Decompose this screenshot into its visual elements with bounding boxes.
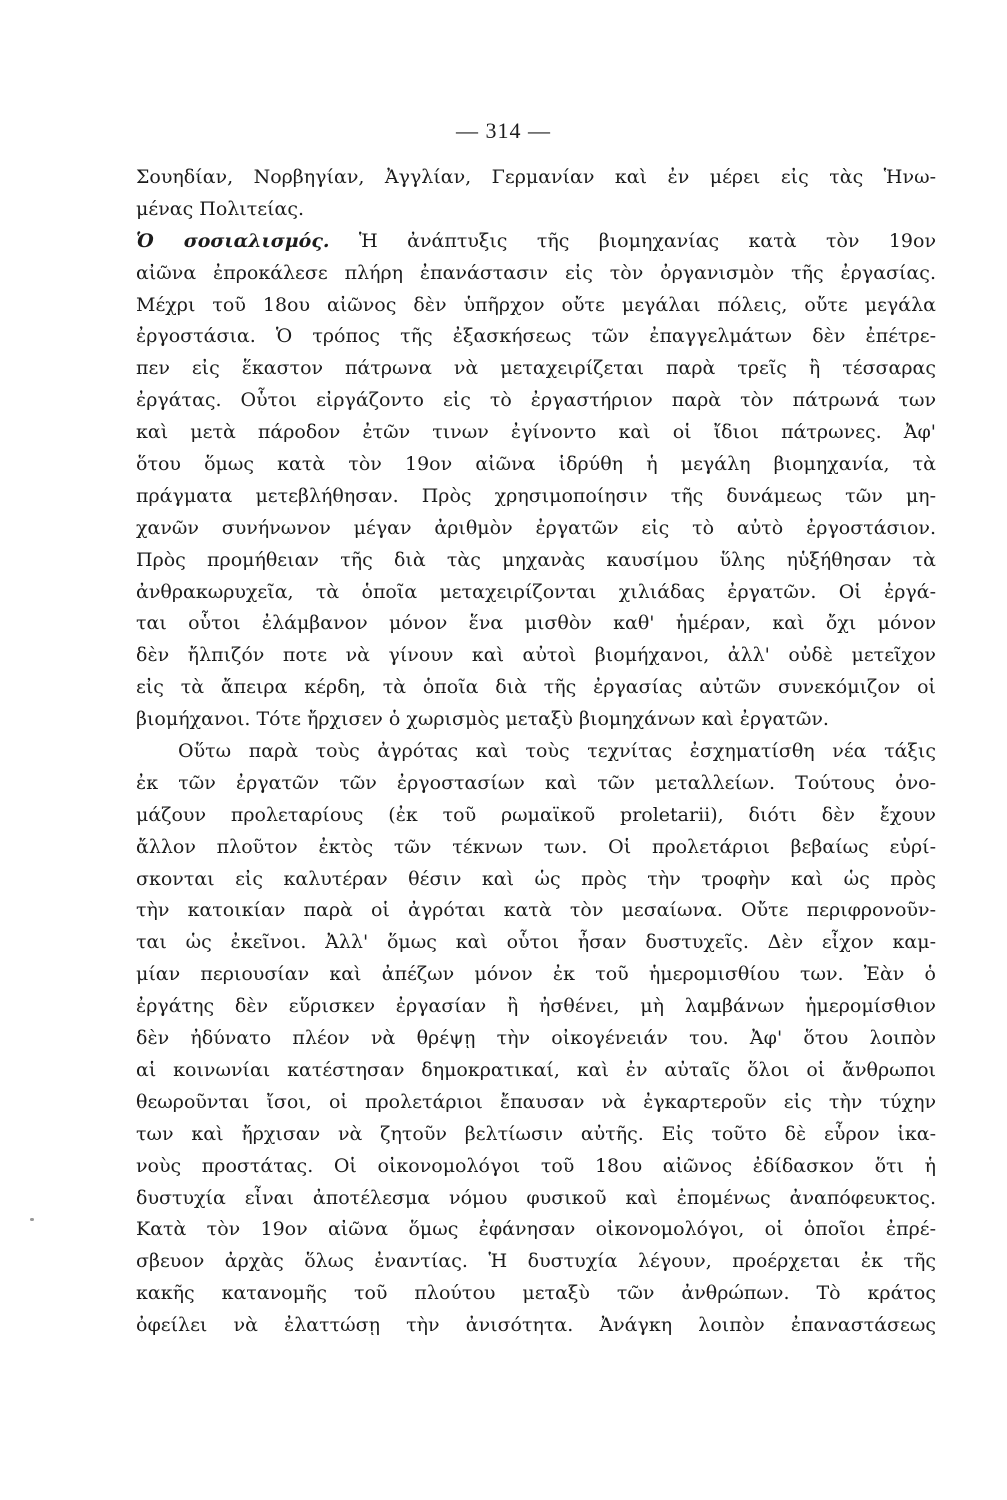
- text-line: πεν εἰς ἕκαστον πάτρωνα νὰ μεταχειρίζεται παρὰ τρεῖς ἢ τέσσαρας: [136, 357, 936, 380]
- text-line: μάζουν προλεταρίους (ἐκ τοῦ ρωμαϊκοῦ proletarii), διότι δὲν ἔχουν: [136, 803, 936, 826]
- text-line: νοὺς προστάτας. Οἱ οἰκονομολόγοι τοῦ 18ου αἰῶνος ἐδίδασκον ὅτι ἡ: [136, 1154, 936, 1177]
- text-line: Οὕτω παρὰ τοὺς ἀγρότας καὶ τοὺς τεχνίτας ἐσχηματίσθη νέα τάξις: [178, 740, 936, 763]
- text-line: ἐργοστάσια. Ὁ τρόπος τῆς ἐξασκήσεως τῶν ἐπαγγελμάτων δὲν ἐπέτρε-: [136, 325, 936, 348]
- page-number: — 314 —: [456, 118, 551, 143]
- text-line: ὀφείλει νὰ ἐλαττώσῃ τὴν ἀνισότητα. Ἀνάγκη λοιπὸν ἐπαναστάσεως: [136, 1314, 936, 1337]
- text-line: των καὶ ἤρχισαν νὰ ζητοῦν βελτίωσιν αὐτῆς. Εἰς τοῦτο δὲ εὗρον ἱκα-: [136, 1122, 936, 1145]
- text-line: Σουηδίαν, Νορβηγίαν, Ἀγγλίαν, Γερμανίαν καὶ ἐν μέρει εἰς τὰς Ἡνω-: [136, 166, 936, 188]
- text-line: σβευον ἀρχὰς ὅλως ἐναντίας. Ἡ δυστυχία λέγουν, προέρχεται ἐκ τῆς: [136, 1250, 936, 1273]
- section-heading: Ὁ σοσιαλισμός.: [136, 229, 330, 252]
- text-line: δυστυχία εἶναι ἀποτέλεσμα νόμου φυσικοῦ καὶ ἐπομένως ἀναπόφευκτος.: [136, 1186, 936, 1209]
- text-line: αἱ κοινωνίαι κατέστησαν δημοκρατικαί, καὶ ἐν αὐταῖς ὅλοι οἱ ἄνθρωποι: [136, 1058, 936, 1081]
- text-line: ὅτου ὅμως κατὰ τὸν 19ον αἰῶνα ἱδρύθη ἡ μεγάλη βιομηχανία, τὰ: [136, 453, 936, 476]
- text-line: Πρὸς προμήθειαν τῆς διὰ τὰς μηχανὰς καυσίμου ὕλης ηὑξήθησαν τὰ: [136, 548, 936, 571]
- text-line: ἀνθρακωρυχεῖα, τὰ ὁποῖα μεταχειρίζονται χιλιάδας ἐργατῶν. Οἱ ἐργά-: [136, 580, 936, 603]
- text-line: ἐκ τῶν ἐργατῶν τῶν ἐργοστασίων καὶ τῶν μεταλλείων. Τούτους ὀνο-: [136, 771, 936, 794]
- text-line: σκονται εἰς καλυτέραν θέσιν καὶ ὡς πρὸς τὴν τροφὴν καὶ ὡς πρὸς: [136, 867, 936, 890]
- text-line: εἰς τὰ ἄπειρα κέρδη, τὰ ὁποῖα διὰ τῆς ἐργασίας αὐτῶν συνεκόμιζον οἱ: [136, 676, 936, 699]
- text-line: ἐργάτας. Οὗτοι εἰργάζοντο εἰς τὸ ἐργαστήριον παρὰ τὸν πάτρωνά των: [136, 389, 936, 412]
- text-line: μίαν περιουσίαν καὶ ἀπέζων μόνον ἐκ τοῦ ἡμερομισθίου των. Ἐὰν ὁ: [136, 963, 936, 986]
- text-line: καὶ μετὰ πάροδον ἐτῶν τινων ἐγίνοντο καὶ οἱ ἴδιοι πάτρωνες. Ἀφ': [136, 421, 936, 444]
- text-line: τὴν κατοικίαν παρὰ οἱ ἀγρόται κατὰ τὸν μεσαίωνα. Οὔτε περιφρονοῦν-: [136, 899, 936, 922]
- text-line: βιομήχανοι. Τότε ἤρχισεν ὁ χωρισμὸς μεταξὺ βιομηχάνων καὶ ἐργατῶν.: [136, 708, 829, 731]
- text-line: αἰῶνα ἐπροκάλεσε πλήρη ἐπανάστασιν εἰς τὸν ὀργανισμὸν τῆς ἐργασίας.: [136, 261, 936, 284]
- text-line: θεωροῦνται ἴσοι, οἱ προλετάριοι ἔπαυσαν νὰ ἐγκαρτεροῦν εἰς τὴν τύχην: [136, 1090, 936, 1113]
- body-text: [136, 162, 936, 1342]
- text-line: Κατὰ τὸν 19ον αἰῶνα ὅμως ἐφάνησαν οἰκονομολόγοι, οἱ ὁποῖοι ἐπρέ-: [136, 1218, 936, 1241]
- text-line: ται οὗτοι ἐλάμβανον μόνον ἕνα μισθὸν καθ' ἡμέραν, καὶ ὄχι μόνον: [136, 612, 936, 635]
- text-line: ἄλλον πλοῦτον ἐκτὸς τῶν τέκνων των. Οἱ προλετάριοι βεβαίως εὑρί-: [136, 835, 936, 858]
- text-fragment: Ἡ ἀνάπτυξις τῆς βιομηχανίας κατὰ τὸν 19ον: [329, 229, 936, 252]
- text-line: Μέχρι τοῦ 18ου αἰῶνος δὲν ὑπῆρχον οὔτε μεγάλαι πόλεις, οὔτε μεγάλα: [136, 293, 936, 316]
- text-line: δὲν ἠδύνατο πλέον νὰ θρέψῃ τὴν οἰκογένειάν του. Ἀφ' ὅτου λοιπὸν: [136, 1027, 936, 1050]
- text-line: δὲν ἤλπιζόν ποτε νὰ γίνουν καὶ αὐτοὶ βιομήχανοι, ἀλλ' οὐδὲ μετεῖχον: [136, 644, 936, 667]
- paper-speck: [30, 1218, 34, 1221]
- text-line: μένας Πολιτείας.: [136, 197, 305, 220]
- text-line: πράγματα μετεβλήθησαν. Πρὸς χρησιμοποίησιν τῆς δυνάμεως τῶν μη-: [136, 484, 936, 507]
- text-line: [136, 226, 936, 258]
- text-line: ἐργάτης δὲν εὕρισκεν ἐργασίαν ἢ ἠσθένει, μὴ λαμβάνων ἡμερομίσθιον: [136, 995, 936, 1018]
- text-line: χανῶν συνήνωνον μέγαν ἀριθμὸν ἐργατῶν εἰς τὸ αὐτὸ ἐργοστάσιον.: [136, 516, 936, 539]
- text-line: κακῆς κατανομῆς τοῦ πλούτου μεταξὺ τῶν ἀνθρώπων. Τὸ κράτος: [136, 1282, 936, 1305]
- text-line: ται ὡς ἐκεῖνοι. Ἀλλ' ὅμως καὶ οὗτοι ἦσαν δυστυχεῖς. Δὲν εἶχον καμ-: [136, 931, 936, 954]
